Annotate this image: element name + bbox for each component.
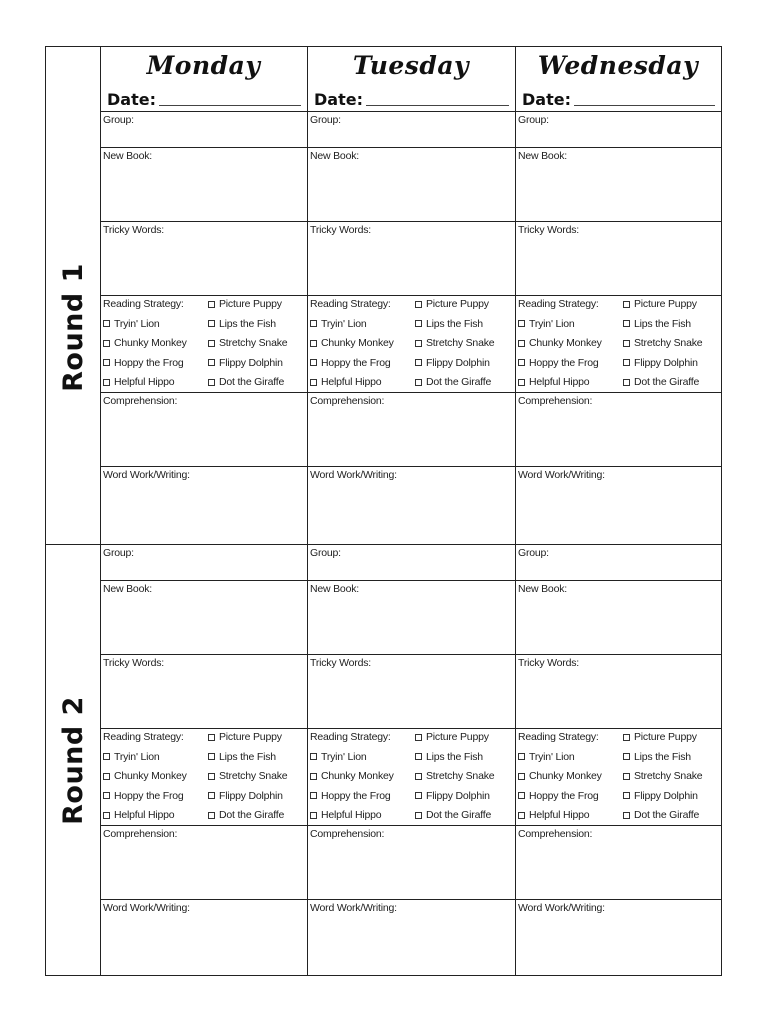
checkbox[interactable] bbox=[518, 379, 525, 386]
strategy-label: Chunky Monkey bbox=[114, 337, 187, 350]
date-label: Date: bbox=[314, 90, 363, 109]
field-label-tricky-words[interactable]: Tricky Words: bbox=[103, 224, 164, 236]
date-blank-line[interactable] bbox=[159, 104, 301, 106]
strategy-label: Flippy Dolphin bbox=[219, 356, 283, 369]
checkbox[interactable] bbox=[310, 753, 317, 760]
strategy-label: Chunky Monkey bbox=[321, 770, 394, 783]
strategy-label: Hoppy the Frog bbox=[529, 356, 599, 369]
strategy-checkbox[interactable] bbox=[310, 790, 391, 802]
checkbox[interactable] bbox=[310, 773, 317, 780]
strategy-label: Lips the Fish bbox=[219, 317, 276, 330]
checkbox[interactable] bbox=[208, 773, 215, 780]
checkbox[interactable] bbox=[623, 753, 630, 760]
header-divider bbox=[100, 111, 721, 112]
strategy-label: Lips the Fish bbox=[634, 750, 691, 763]
strategy-label: Lips the Fish bbox=[219, 750, 276, 763]
checkbox[interactable] bbox=[208, 301, 215, 308]
row-divider bbox=[100, 466, 721, 467]
strategy-label: Picture Puppy bbox=[634, 731, 697, 743]
strategy-label: Flippy Dolphin bbox=[426, 356, 490, 369]
round-label bbox=[46, 544, 100, 977]
strategy-label: Stretchy Snake bbox=[219, 770, 288, 783]
checkbox[interactable] bbox=[623, 320, 630, 327]
strategy-checkbox[interactable] bbox=[208, 337, 287, 349]
strategy-checkbox[interactable] bbox=[103, 376, 174, 388]
strategy-checkbox[interactable] bbox=[310, 357, 391, 369]
field-label-group[interactable]: Group: bbox=[518, 114, 549, 126]
strategy-checkbox[interactable] bbox=[623, 809, 699, 821]
strategy-checkbox[interactable] bbox=[415, 318, 483, 330]
checkbox[interactable] bbox=[623, 734, 630, 741]
checkbox[interactable] bbox=[518, 340, 525, 347]
strategy-checkbox[interactable] bbox=[623, 731, 697, 743]
checkbox[interactable] bbox=[103, 773, 110, 780]
strategy-checkbox[interactable] bbox=[415, 298, 489, 310]
row-divider bbox=[100, 899, 721, 900]
strategy-checkbox[interactable] bbox=[415, 337, 494, 349]
checkbox[interactable] bbox=[103, 753, 110, 760]
date-blank-line[interactable] bbox=[366, 104, 509, 106]
strategy-checkbox[interactable] bbox=[103, 790, 184, 802]
strategy-label: Helpful Hippo bbox=[529, 376, 590, 389]
strategy-checkbox[interactable] bbox=[415, 731, 489, 743]
date-field[interactable] bbox=[107, 87, 301, 109]
field-label-word-work[interactable]: Word Work/Writing: bbox=[310, 902, 397, 914]
checkbox[interactable] bbox=[415, 379, 422, 386]
checkbox[interactable] bbox=[310, 792, 317, 799]
checkbox[interactable] bbox=[415, 734, 422, 741]
strategy-checkbox[interactable] bbox=[518, 809, 589, 821]
field-label-comprehension[interactable]: Comprehension: bbox=[518, 395, 593, 407]
checkbox[interactable] bbox=[518, 753, 525, 760]
strategy-label: Helpful Hippo bbox=[114, 809, 175, 822]
strategy-checkbox[interactable] bbox=[415, 751, 483, 763]
field-label-group[interactable]: Group: bbox=[310, 114, 341, 126]
checkbox[interactable] bbox=[415, 792, 422, 799]
checkbox[interactable] bbox=[415, 753, 422, 760]
strategy-checkbox[interactable] bbox=[518, 318, 575, 330]
strategy-checkbox[interactable] bbox=[310, 809, 381, 821]
strategy-checkbox[interactable] bbox=[208, 770, 287, 782]
strategy-checkbox[interactable] bbox=[310, 751, 367, 763]
checkbox[interactable] bbox=[623, 301, 630, 308]
strategy-label: Chunky Monkey bbox=[321, 337, 394, 350]
strategy-checkbox[interactable] bbox=[623, 751, 691, 763]
strategy-checkbox[interactable] bbox=[310, 318, 367, 330]
strategy-label: Chunky Monkey bbox=[529, 337, 602, 350]
checkbox[interactable] bbox=[310, 379, 317, 386]
strategy-label: Tryin' Lion bbox=[114, 317, 160, 330]
column-divider bbox=[307, 47, 308, 975]
checkbox[interactable] bbox=[518, 773, 525, 780]
checkbox[interactable] bbox=[103, 792, 110, 799]
strategy-label: Dot the Giraffe bbox=[426, 809, 492, 822]
checkbox[interactable] bbox=[415, 773, 422, 780]
checkbox[interactable] bbox=[208, 320, 215, 327]
field-label-reading-strategy[interactable]: Reading Strategy: bbox=[103, 298, 184, 310]
strategy-checkbox[interactable] bbox=[103, 337, 187, 349]
strategy-checkbox[interactable] bbox=[208, 731, 282, 743]
strategy-label: Picture Puppy bbox=[219, 298, 282, 310]
checkbox[interactable] bbox=[415, 359, 422, 366]
field-label-word-work[interactable]: Word Work/Writing: bbox=[518, 469, 605, 481]
checkbox[interactable] bbox=[208, 379, 215, 386]
strategy-checkbox[interactable] bbox=[623, 790, 698, 802]
strategy-label: Chunky Monkey bbox=[114, 770, 187, 783]
field-label-new-book[interactable]: New Book: bbox=[103, 583, 152, 595]
row-divider bbox=[100, 580, 721, 581]
row-divider bbox=[100, 654, 721, 655]
field-label-tricky-words[interactable]: Tricky Words: bbox=[103, 657, 164, 669]
strategy-label: Tryin' Lion bbox=[529, 750, 575, 763]
strategy-checkbox[interactable] bbox=[208, 751, 276, 763]
checkbox[interactable] bbox=[623, 792, 630, 799]
round-label-text: Round 1 bbox=[57, 263, 89, 392]
day-header bbox=[100, 47, 307, 111]
field-label-tricky-words[interactable]: Tricky Words: bbox=[310, 657, 371, 669]
row-divider bbox=[100, 147, 721, 148]
strategy-label: Flippy Dolphin bbox=[634, 789, 698, 802]
checkbox[interactable] bbox=[310, 359, 317, 366]
strategy-checkbox[interactable] bbox=[623, 298, 697, 310]
field-label-word-work[interactable]: Word Work/Writing: bbox=[310, 469, 397, 481]
strategy-label: Tryin' Lion bbox=[529, 317, 575, 330]
checkbox[interactable] bbox=[103, 359, 110, 366]
strategy-checkbox[interactable] bbox=[518, 751, 575, 763]
strategy-label: Dot the Giraffe bbox=[634, 376, 700, 389]
field-label-reading-strategy[interactable]: Reading Strategy: bbox=[310, 298, 391, 310]
field-label-comprehension[interactable]: Comprehension: bbox=[518, 828, 593, 840]
strategy-label: Picture Puppy bbox=[426, 298, 489, 310]
checkbox[interactable] bbox=[310, 320, 317, 327]
strategy-label: Helpful Hippo bbox=[529, 809, 590, 822]
field-label-comprehension[interactable]: Comprehension: bbox=[310, 828, 385, 840]
field-label-new-book[interactable]: New Book: bbox=[103, 150, 152, 162]
strategy-label: Flippy Dolphin bbox=[426, 789, 490, 802]
field-label-reading-strategy[interactable]: Reading Strategy: bbox=[518, 731, 599, 743]
date-blank-line[interactable] bbox=[574, 104, 715, 106]
strategy-checkbox[interactable] bbox=[518, 357, 599, 369]
date-field[interactable] bbox=[314, 87, 509, 109]
field-label-reading-strategy[interactable]: Reading Strategy: bbox=[310, 731, 391, 743]
strategy-checkbox[interactable] bbox=[208, 318, 276, 330]
strategy-checkbox[interactable] bbox=[103, 318, 160, 330]
day-name: Wednesday bbox=[537, 51, 699, 80]
field-label-reading-strategy[interactable]: Reading Strategy: bbox=[518, 298, 599, 310]
strategy-label: Dot the Giraffe bbox=[219, 376, 285, 389]
checkbox[interactable] bbox=[208, 359, 215, 366]
field-label-group[interactable]: Group: bbox=[103, 114, 134, 126]
strategy-label: Dot the Giraffe bbox=[634, 809, 700, 822]
strategy-label: Hoppy the Frog bbox=[321, 356, 391, 369]
strategy-label: Dot the Giraffe bbox=[426, 376, 492, 389]
strategy-checkbox[interactable] bbox=[623, 337, 702, 349]
field-label-word-work[interactable]: Word Work/Writing: bbox=[103, 469, 190, 481]
column-divider bbox=[515, 47, 516, 975]
checkbox[interactable] bbox=[518, 812, 525, 819]
checkbox[interactable] bbox=[208, 753, 215, 760]
strategy-checkbox[interactable] bbox=[208, 809, 284, 821]
row-divider bbox=[100, 295, 721, 296]
date-field[interactable] bbox=[522, 87, 715, 109]
date-label: Date: bbox=[522, 90, 571, 109]
strategy-checkbox[interactable] bbox=[518, 337, 602, 349]
field-label-word-work[interactable]: Word Work/Writing: bbox=[518, 902, 605, 914]
strategy-checkbox[interactable] bbox=[415, 790, 490, 802]
strategy-label: Flippy Dolphin bbox=[219, 789, 283, 802]
field-label-word-work[interactable]: Word Work/Writing: bbox=[103, 902, 190, 914]
strategy-label: Stretchy Snake bbox=[426, 770, 495, 783]
checkbox[interactable] bbox=[310, 340, 317, 347]
strategy-checkbox[interactable] bbox=[208, 376, 284, 388]
checkbox[interactable] bbox=[623, 359, 630, 366]
strategy-label: Flippy Dolphin bbox=[634, 356, 698, 369]
checkbox[interactable] bbox=[208, 734, 215, 741]
strategy-checkbox[interactable] bbox=[518, 376, 589, 388]
strategy-label: Chunky Monkey bbox=[529, 770, 602, 783]
checkbox[interactable] bbox=[208, 792, 215, 799]
strategy-checkbox[interactable] bbox=[310, 337, 394, 349]
checkbox[interactable] bbox=[518, 320, 525, 327]
field-label-tricky-words[interactable]: Tricky Words: bbox=[310, 224, 371, 236]
checkbox[interactable] bbox=[623, 812, 630, 819]
strategy-checkbox[interactable] bbox=[623, 376, 699, 388]
checkbox[interactable] bbox=[103, 340, 110, 347]
day-name: Tuesday bbox=[352, 51, 470, 80]
strategy-label: Stretchy Snake bbox=[634, 337, 703, 350]
strategy-checkbox[interactable] bbox=[415, 357, 490, 369]
date-label: Date: bbox=[107, 90, 156, 109]
checkbox[interactable] bbox=[208, 812, 215, 819]
strategy-checkbox[interactable] bbox=[623, 357, 698, 369]
checkbox[interactable] bbox=[415, 812, 422, 819]
field-label-reading-strategy[interactable]: Reading Strategy: bbox=[103, 731, 184, 743]
field-label-new-book[interactable]: New Book: bbox=[518, 150, 567, 162]
strategy-checkbox[interactable] bbox=[623, 770, 702, 782]
row-divider bbox=[100, 221, 721, 222]
strategy-label: Tryin' Lion bbox=[114, 750, 160, 763]
field-label-tricky-words[interactable]: Tricky Words: bbox=[518, 224, 579, 236]
strategy-checkbox[interactable] bbox=[208, 357, 283, 369]
strategy-checkbox[interactable] bbox=[103, 770, 187, 782]
field-label-group[interactable]: Group: bbox=[310, 547, 341, 559]
day-header bbox=[307, 47, 515, 111]
strategy-checkbox[interactable] bbox=[208, 790, 283, 802]
strategy-label: Tryin' Lion bbox=[321, 317, 367, 330]
strategy-label: Picture Puppy bbox=[426, 731, 489, 743]
round-divider bbox=[46, 544, 721, 545]
field-label-comprehension[interactable]: Comprehension: bbox=[310, 395, 385, 407]
strategy-label: Tryin' Lion bbox=[321, 750, 367, 763]
field-label-tricky-words[interactable]: Tricky Words: bbox=[518, 657, 579, 669]
strategy-label: Helpful Hippo bbox=[321, 809, 382, 822]
strategy-label: Hoppy the Frog bbox=[529, 789, 599, 802]
row-divider bbox=[100, 392, 721, 393]
checkbox[interactable] bbox=[623, 379, 630, 386]
strategy-checkbox[interactable] bbox=[518, 790, 599, 802]
strategy-checkbox[interactable] bbox=[623, 318, 691, 330]
field-label-group[interactable]: Group: bbox=[518, 547, 549, 559]
strategy-checkbox[interactable] bbox=[103, 357, 184, 369]
strategy-checkbox[interactable] bbox=[208, 298, 282, 310]
checkbox[interactable] bbox=[310, 812, 317, 819]
day-name: Monday bbox=[146, 51, 261, 80]
round-label-text: Round 2 bbox=[57, 696, 89, 825]
field-label-comprehension[interactable]: Comprehension: bbox=[103, 828, 178, 840]
strategy-checkbox[interactable] bbox=[518, 770, 602, 782]
strategy-label: Lips the Fish bbox=[426, 317, 483, 330]
strategy-label: Stretchy Snake bbox=[634, 770, 703, 783]
strategy-label: Lips the Fish bbox=[634, 317, 691, 330]
checkbox[interactable] bbox=[415, 320, 422, 327]
checkbox[interactable] bbox=[518, 359, 525, 366]
strategy-label: Hoppy the Frog bbox=[114, 789, 184, 802]
strategy-label: Helpful Hippo bbox=[321, 376, 382, 389]
checkbox[interactable] bbox=[208, 340, 215, 347]
strategy-label: Picture Puppy bbox=[634, 298, 697, 310]
strategy-label: Hoppy the Frog bbox=[114, 356, 184, 369]
strategy-checkbox[interactable] bbox=[415, 809, 491, 821]
checkbox[interactable] bbox=[518, 792, 525, 799]
strategy-checkbox[interactable] bbox=[415, 770, 494, 782]
row-divider bbox=[100, 825, 721, 826]
field-label-new-book[interactable]: New Book: bbox=[518, 583, 567, 595]
column-divider bbox=[100, 47, 101, 975]
strategy-label: Stretchy Snake bbox=[219, 337, 288, 350]
checkbox[interactable] bbox=[623, 340, 630, 347]
strategy-checkbox[interactable] bbox=[103, 751, 160, 763]
strategy-label: Helpful Hippo bbox=[114, 376, 175, 389]
strategy-label: Picture Puppy bbox=[219, 731, 282, 743]
row-divider bbox=[100, 728, 721, 729]
strategy-label: Lips the Fish bbox=[426, 750, 483, 763]
checkbox[interactable] bbox=[623, 773, 630, 780]
strategy-label: Stretchy Snake bbox=[426, 337, 495, 350]
checkbox[interactable] bbox=[103, 812, 110, 819]
round-label bbox=[46, 111, 100, 544]
strategy-checkbox[interactable] bbox=[103, 809, 174, 821]
field-label-new-book[interactable]: New Book: bbox=[310, 150, 359, 162]
strategy-checkbox[interactable] bbox=[415, 376, 491, 388]
checkbox[interactable] bbox=[103, 320, 110, 327]
lesson-plan-grid bbox=[45, 46, 722, 976]
field-label-new-book[interactable]: New Book: bbox=[310, 583, 359, 595]
field-label-group[interactable]: Group: bbox=[103, 547, 134, 559]
strategy-checkbox[interactable] bbox=[310, 376, 381, 388]
strategy-label: Hoppy the Frog bbox=[321, 789, 391, 802]
field-label-comprehension[interactable]: Comprehension: bbox=[103, 395, 178, 407]
checkbox[interactable] bbox=[103, 379, 110, 386]
checkbox[interactable] bbox=[415, 340, 422, 347]
strategy-checkbox[interactable] bbox=[310, 770, 394, 782]
strategy-label: Dot the Giraffe bbox=[219, 809, 285, 822]
day-header bbox=[515, 47, 721, 111]
checkbox[interactable] bbox=[415, 301, 422, 308]
